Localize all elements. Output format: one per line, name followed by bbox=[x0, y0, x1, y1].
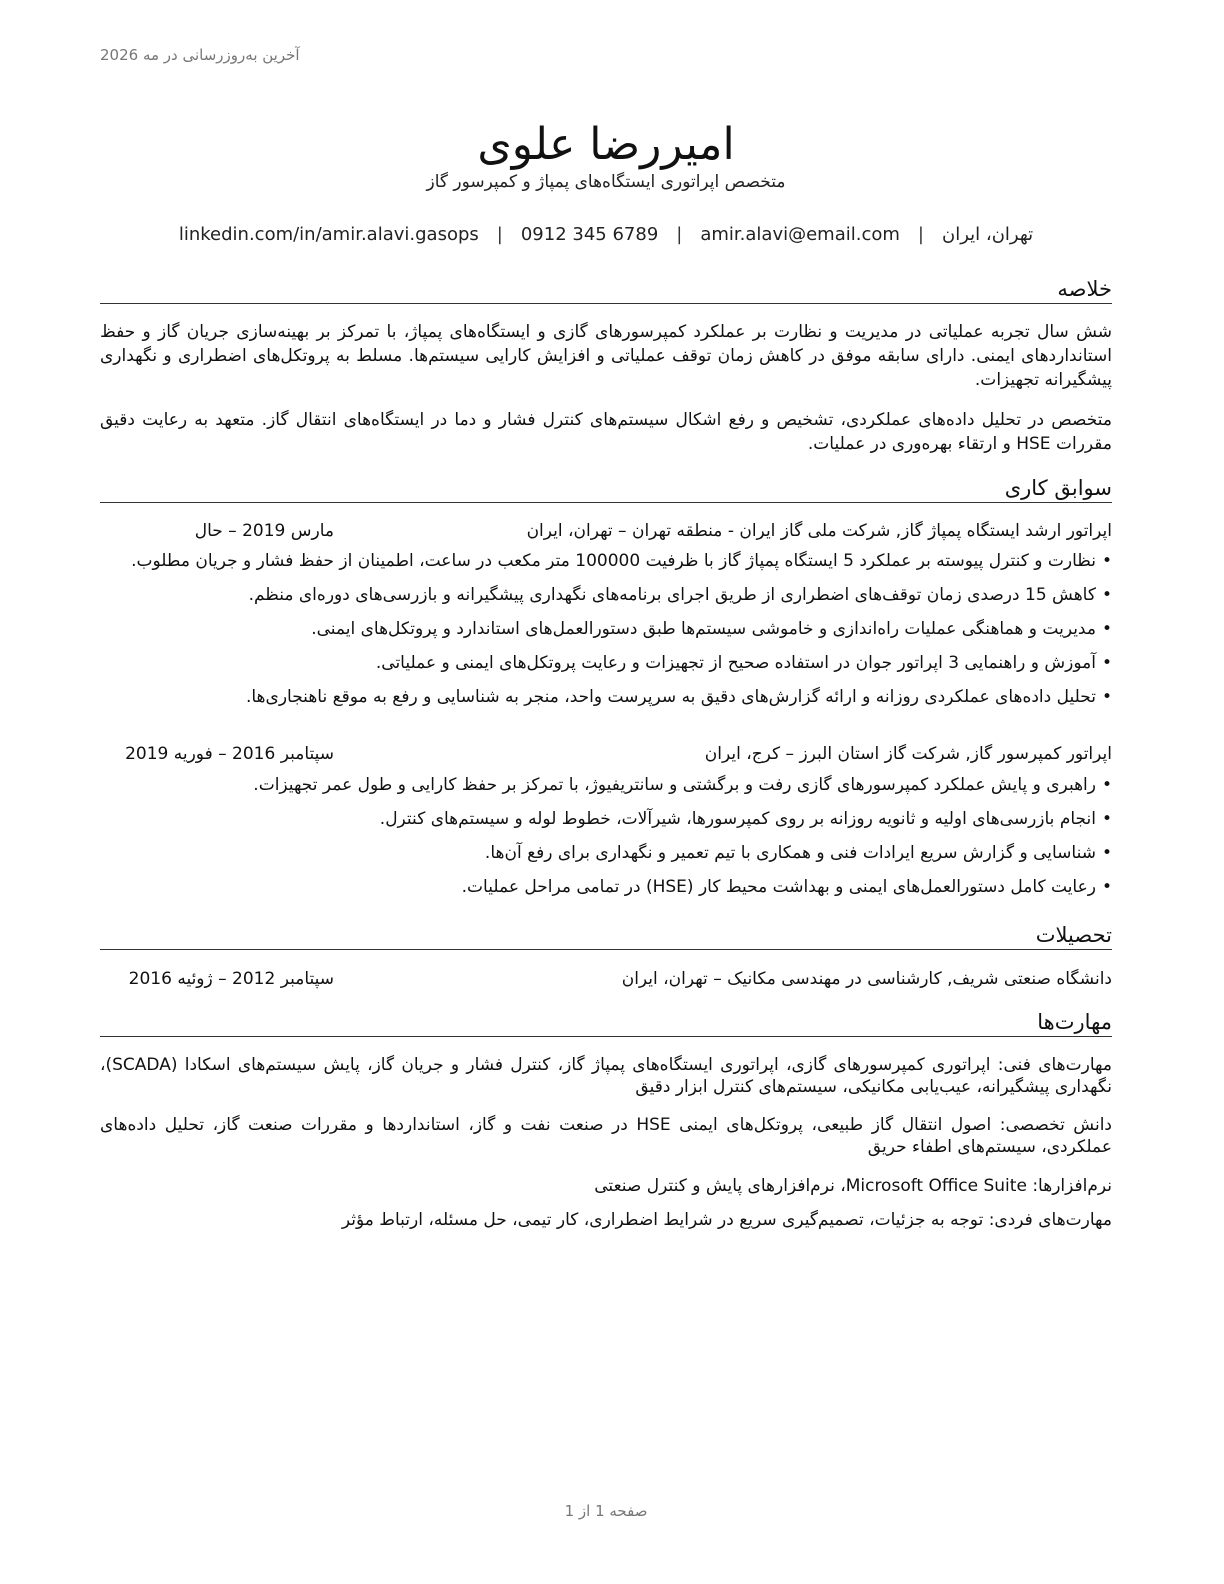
education-title: دانشگاه صنعتی شریف, کارشناسی در مهندسی مکانیک – تهران، ایران bbox=[621, 969, 1112, 989]
experience-heading: سوابق کاری bbox=[100, 475, 1112, 503]
skills-line: مهارت‌های فنی: اپراتوری کمپرسورهای گازی، اپراتوری ایستگاه‌های پمپاژ گاز، کنترل فشار و جریان گاز، پایش سیستم‌های اسکادا (SCADA)، نگهداری پیشگیرانه، عیب‌یابی مکانیکی، سیستم‌های کنترل ابزار دقیق bbox=[100, 1055, 1112, 1097]
job-bullet: • کاهش 15 درصدی زمان توقف‌های اضطراری از طریق اجرای برنامه‌های نگهداری پیشگیرانه و بازرسی‌های دوره‌ای منظم. bbox=[94, 583, 1112, 617]
job-header bbox=[100, 519, 1112, 543]
candidate-title: متخصص اپراتوری ایستگاه‌های پمپاژ و کمپرسور گاز bbox=[426, 172, 786, 192]
contact-line bbox=[100, 224, 1112, 245]
job-bullet: • آموزش و راهنمایی 3 اپراتور جوان در استفاده صحیح از تجهیزات و رعایت پروتکل‌های ایمنی و عملیاتی. bbox=[94, 651, 1112, 685]
skills-heading: مهارت‌ها bbox=[100, 1009, 1112, 1037]
job-bullets bbox=[100, 773, 1112, 909]
job-bullet: • مدیریت و هماهنگی عملیات راه‌اندازی و خاموشی سیستم‌ها طبق دستورالعمل‌های استاندارد و پروتکل‌های ایمنی. bbox=[94, 617, 1112, 651]
job-bullet: • انجام بازرسی‌های اولیه و ثانویه روزانه بر روی کمپرسورها، شیرآلات، خطوط لوله و سیستم‌های کنترل. bbox=[100, 807, 1112, 841]
candidate-name: امیررضا علوی bbox=[477, 119, 735, 171]
education-dates: سپتامبر 2012 – ژوئیه 2016 bbox=[128, 969, 334, 989]
education-heading: تحصیلات bbox=[100, 922, 1112, 950]
last-updated-note: آخرین به‌روزرسانی در مه 2026 bbox=[100, 46, 300, 64]
job-title: اپراتور کمپرسور گاز, شرکت گاز استان البرز – کرج، ایران bbox=[704, 744, 1112, 764]
contact-separator: | bbox=[917, 224, 924, 245]
job-bullet: • رعایت کامل دستورالعمل‌های ایمنی و بهداشت محیط کار (HSE) در تمامی مراحل عملیات. bbox=[100, 875, 1112, 909]
job-dates: مارس 2019 – حال bbox=[194, 521, 334, 541]
contact-linkedin[interactable]: linkedin.com/in/amir.alavi.gasops bbox=[178, 224, 479, 245]
resume-page bbox=[100, 0, 1112, 1584]
job-bullet: • راهبری و پایش عملکرد کمپرسورهای گازی رفت و برگشتی و سانتریفیوژ، با تمرکز بر حفظ کارایی و طول عمر تجهیزات. bbox=[100, 773, 1112, 807]
summary-paragraph: شش سال تجربه عملیاتی در مدیریت و نظارت بر عملکرد کمپرسورهای گازی و ایستگاه‌های پمپاژ، با تمرکز بر بهینه‌سازی جریان گاز و حفظ استانداردهای ایمنی. دارای سابقه موفق در کاهش زمان توقف عملیاتی و افزایش کارایی سیستم‌ها. مسلط به پروتکل‌های اضطراری و نگهداری پیشگیرانه تجهیزات. bbox=[100, 322, 1112, 390]
job-bullet: • تحلیل داده‌های عملکردی روزانه و ارائه گزارش‌های دقیق به سرپرست واحد، منجر به شناسایی و رفع به موقع ناهنجاری‌ها. bbox=[94, 685, 1112, 719]
contact-location: تهران، ایران bbox=[942, 224, 1034, 245]
job-bullet: • نظارت و کنترل پیوسته بر عملکرد 5 ایستگاه پمپاژ گاز با ظرفیت 100000 متر مکعب در ساعت، اطمینان از حفظ فشار و جریان مطلوب. bbox=[94, 549, 1112, 583]
contact-separator: | bbox=[496, 224, 503, 245]
summary-paragraph: متخصص در تحلیل داده‌های عملکردی، تشخیص و رفع اشکال سیستم‌های کنترل فشار و دما در ایستگاه‌های انتقال گاز. متعهد به رعایت دقیق مقررات HSE و ارتقاء بهره‌وری در عملیات. bbox=[100, 410, 1112, 454]
job-bullets bbox=[94, 549, 1112, 719]
job-header bbox=[100, 742, 1112, 766]
job-bullet: • شناسایی و گزارش سریع ایرادات فنی و همکاری با تیم تعمیر و نگهداری برای رفع آن‌ها. bbox=[100, 841, 1112, 875]
education-entry bbox=[100, 967, 1112, 991]
contact-separator: | bbox=[676, 224, 683, 245]
page-number: صفحه 1 از 1 bbox=[564, 1502, 648, 1520]
contact-email[interactable]: amir.alavi@email.com bbox=[700, 224, 900, 245]
skills-line: نرم‌افزارها: Microsoft Office Suite، نرم‌افزارهای پایش و کنترل صنعتی bbox=[594, 1176, 1112, 1196]
skills-line: دانش تخصصی: اصول انتقال گاز طبیعی، پروتکل‌های ایمنی HSE در صنعت نفت و گاز، استانداردها و مقررات صنعت گاز، تحلیل داده‌های عملکردی، سیستم‌های اطفاء حریق bbox=[100, 1115, 1113, 1157]
skills-line: مهارت‌های فردی: توجه به جزئیات، تصمیم‌گیری سریع در شرایط اضطراری، کار تیمی، حل مسئله، ارتباط مؤثر bbox=[341, 1210, 1112, 1230]
contact-phone[interactable]: 0912 345 6789 bbox=[520, 224, 659, 245]
job-title: اپراتور ارشد ایستگاه پمپاژ گاز, شرکت ملی گاز ایران - منطقه تهران – تهران، ایران bbox=[526, 521, 1112, 541]
summary-heading: خلاصه bbox=[100, 276, 1112, 304]
job-dates: سپتامبر 2016 – فوریه 2019 bbox=[125, 744, 334, 764]
